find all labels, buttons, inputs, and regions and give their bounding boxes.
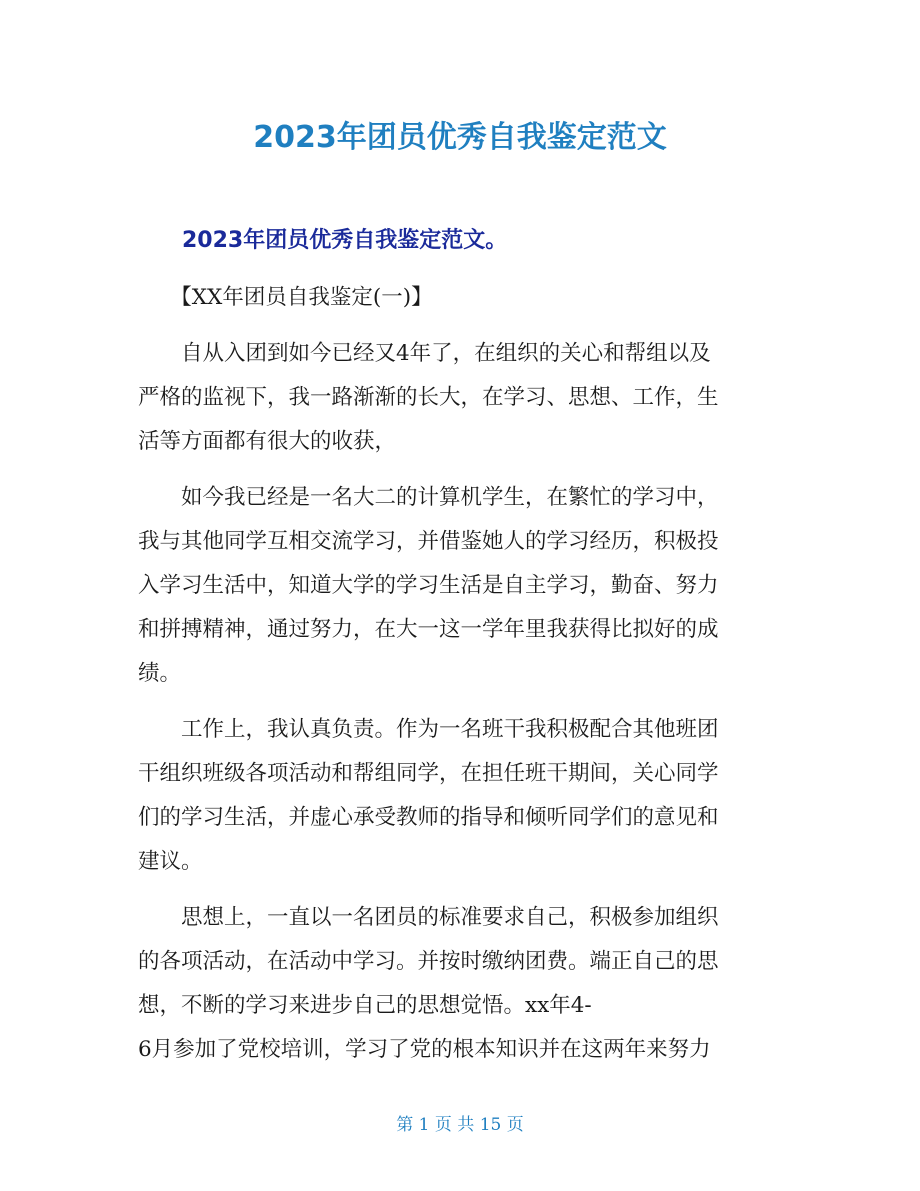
paragraph-gap: [138, 696, 788, 708]
paragraph-gap: [138, 320, 788, 332]
body-line: 自从入团到如今已经又4年了，在组织的关心和帮组以及: [138, 341, 711, 366]
body-line: 6月参加了党校培训，学习了党的根本知识并在这两年来努力: [138, 1037, 711, 1062]
body-line: 想，不断的学习来进步自己的思想觉悟。xx年4-: [138, 993, 592, 1018]
body-line: 【XX年团员自我鉴定(一)】: [138, 285, 433, 310]
body-line: 工作上，我认真负责。作为一名班干我积极配合其他班团: [138, 717, 719, 742]
body-line: 和拼搏精神，通过努力，在大一这一学年里我获得比拟好的成: [138, 617, 719, 642]
body-line: 思想上，一直以一名团员的标准要求自己，积极参加组织: [138, 905, 719, 930]
paragraph-gap: [138, 884, 788, 896]
body-line: 如今我已经是一名大二的计算机学生，在繁忙的学习中，: [138, 485, 719, 510]
body-line: 严格的监视下，我一路渐渐的长大，在学习、思想、工作，生: [138, 385, 719, 410]
paragraph-gap: [138, 464, 788, 476]
body-line: 干组织班级各项活动和帮组同学，在担任班干期间，关心同学: [138, 761, 719, 786]
body-line: 我与其他同学互相交流学习，并借鉴她人的学习经历，积极投: [138, 529, 719, 554]
body-line: 们的学习生活，并虚心承受教师的指导和倾听同学们的意见和: [138, 805, 719, 830]
page-footer: 第 1 页 共 15 页: [396, 1115, 524, 1135]
document-title: 2023年团员优秀自我鉴定范文: [253, 120, 667, 155]
document-body: [138, 276, 788, 1072]
body-line: 活等方面都有很大的收获，: [138, 429, 397, 454]
body-line: 建议。: [138, 849, 203, 874]
body-line: 入学习生活中，知道大学的学习生活是自主学习，勤奋、努力: [138, 573, 719, 598]
body-line: 的各项活动，在活动中学习。并按时缴纳团费。端正自己的思: [138, 949, 719, 974]
body-line: 绩。: [138, 661, 182, 686]
document-subtitle: 2023年团员优秀自我鉴定范文。: [182, 228, 508, 253]
